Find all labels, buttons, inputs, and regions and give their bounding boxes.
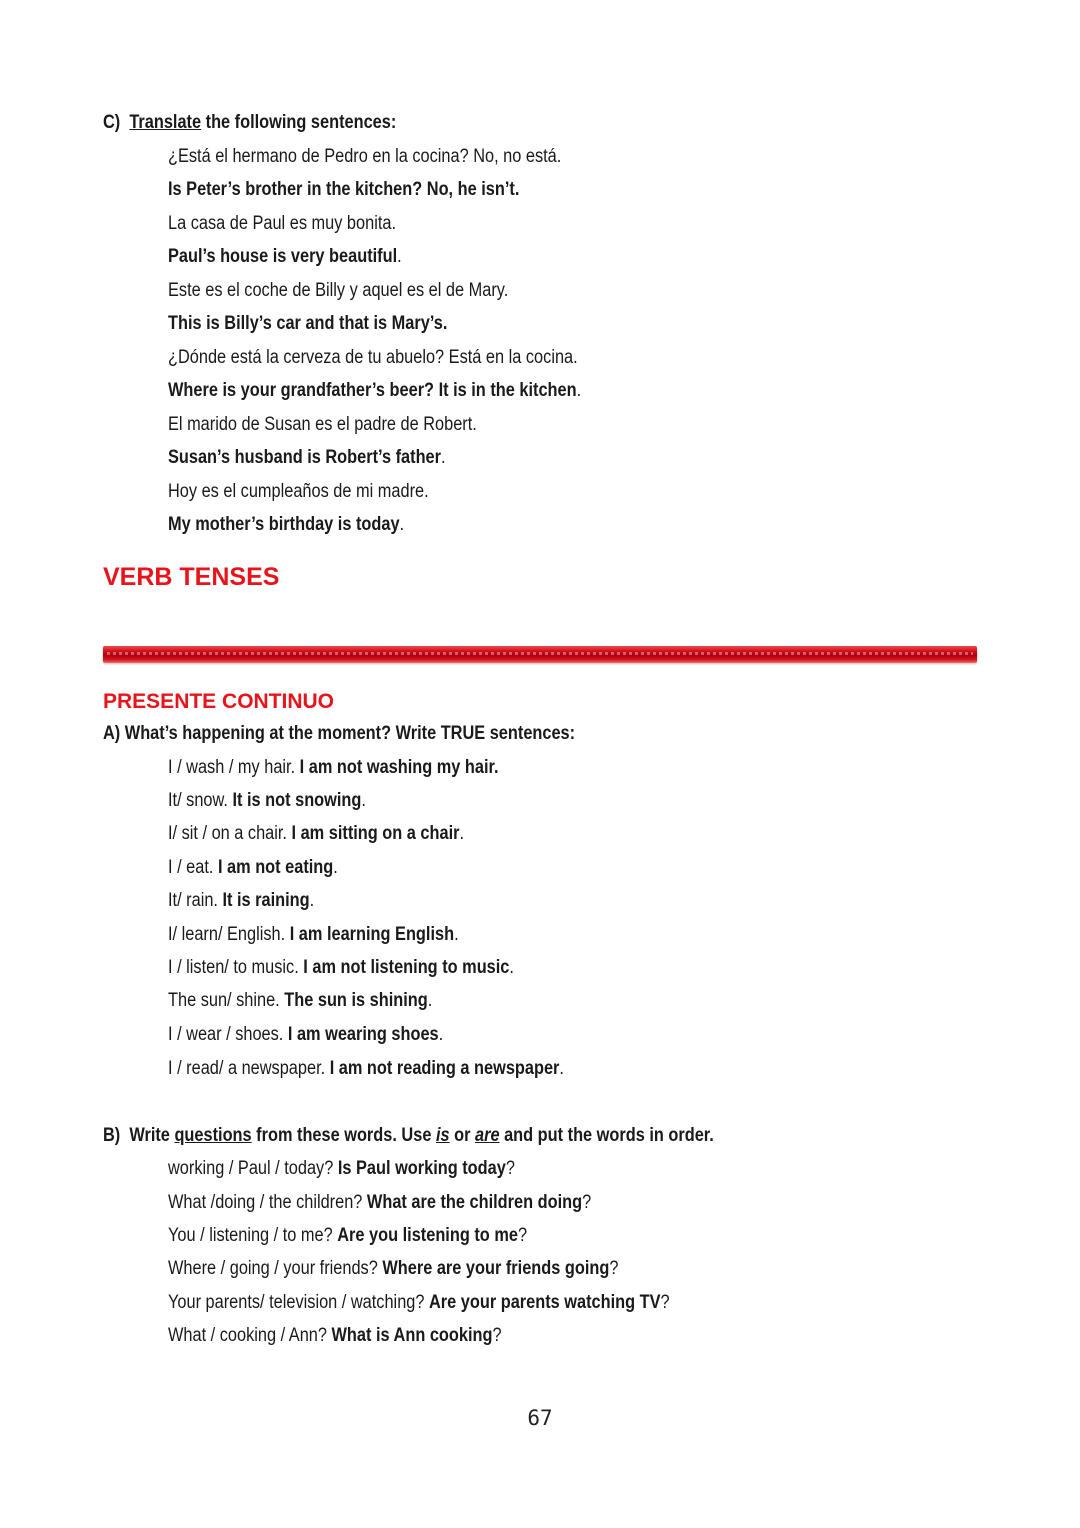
item-answer: Where are your friends going: [382, 1258, 610, 1279]
section-b-is: is: [435, 1125, 450, 1146]
spanish-sentence: ¿Dónde está la cerveza de tu abuelo? Está en la cocina.: [168, 347, 578, 368]
item-answer: I am not reading a newspaper: [329, 1058, 560, 1079]
section-b-heading: [103, 1124, 714, 1148]
spanish-sentence: ¿Está el hermano de Pedro en la cocina? No, no está.: [168, 146, 562, 167]
item-end: ?: [505, 1158, 515, 1179]
item-prompt: I / listen/ to music.: [168, 957, 304, 978]
exercise-item: [168, 789, 366, 813]
item-end: ?: [492, 1325, 502, 1346]
section-b-text: from these words. Use: [256, 1125, 432, 1146]
exercise-item: [168, 1057, 564, 1081]
item-prompt: I / wash / my hair.: [168, 757, 300, 778]
translation-text: This is Billy’s car and that is Mary’s.: [168, 313, 448, 334]
translation-text: My mother’s birthday is today: [168, 514, 400, 535]
section-b-text: and put the words in order.: [504, 1125, 714, 1146]
item-answer: I am wearing shoes: [287, 1024, 439, 1045]
item-end: .: [427, 990, 433, 1011]
item-answer: I am not listening to music: [303, 957, 510, 978]
item-end: .: [509, 957, 514, 978]
item-prompt: The sun/ shine.: [168, 990, 285, 1011]
item-answer: I am learning English: [289, 924, 455, 945]
item-answer: I am not washing my hair.: [299, 757, 499, 778]
translation-end: .: [397, 246, 402, 267]
english-translation: [168, 446, 446, 470]
section-b-text: or: [454, 1125, 471, 1146]
question-item: [168, 1324, 502, 1348]
item-answer: It is not snowing: [232, 790, 362, 811]
item-answer: Is Paul working today: [337, 1158, 506, 1179]
spanish-sentence: La casa de Paul es muy bonita.: [168, 213, 396, 234]
spanish-sentence: El marido de Susan es el padre de Robert.: [168, 414, 477, 435]
presente-continuo-title: PRESENTE CONTINUO: [103, 690, 335, 713]
exercise-item: [168, 989, 432, 1013]
exercise-item: [168, 889, 314, 913]
item-prompt: I / wear / shoes.: [168, 1024, 288, 1045]
translation-text: Susan’s husband is Robert’s father: [168, 447, 441, 468]
section-b-label: B): [103, 1125, 121, 1146]
item-prompt: What / cooking / Ann?: [168, 1325, 332, 1346]
translation-text: Is Peter’s brother in the kitchen? No, he isn’t.: [168, 179, 520, 200]
question-item: [168, 1157, 515, 1181]
verb-tenses-title: VERB TENSES: [103, 563, 280, 591]
translation-end: .: [440, 447, 446, 468]
item-end: .: [361, 790, 366, 811]
section-c-instruction: the following sentences:: [205, 112, 397, 133]
item-prompt: Your parents/ television / watching?: [168, 1292, 429, 1313]
section-b-keyword: questions: [174, 1125, 252, 1146]
translation-text: Where is your grandfather’s beer? It is in the kitchen: [168, 380, 577, 401]
item-end: .: [559, 1058, 564, 1079]
english-translation: [168, 379, 581, 403]
section-a-heading: A) What’s happening at the moment? Write TRUE sentences:: [103, 723, 576, 744]
section-c-label: C): [103, 112, 121, 133]
item-end: .: [454, 924, 459, 945]
exercise-item: [168, 1023, 443, 1047]
item-end: .: [309, 890, 315, 911]
item-answer: Are you listening to me: [337, 1225, 518, 1246]
question-item: [168, 1191, 591, 1215]
translation-end: .: [399, 514, 405, 535]
page-number: 67: [527, 1406, 553, 1430]
item-end: ?: [660, 1292, 670, 1313]
exercise-item: [168, 756, 499, 780]
item-answer: I am sitting on a chair: [291, 823, 460, 844]
item-prompt: It/ snow.: [168, 790, 233, 811]
english-translation: [168, 245, 402, 269]
item-answer: Are your parents watching TV: [428, 1292, 661, 1313]
item-prompt: I/ sit / on a chair.: [168, 823, 292, 844]
item-prompt: working / Paul / today?: [168, 1158, 338, 1179]
item-answer: The sun is shining: [284, 990, 428, 1011]
item-prompt: It/ rain.: [168, 890, 223, 911]
translation-text: Paul’s house is very beautiful: [168, 246, 398, 267]
item-answer: What are the children doing: [366, 1192, 583, 1213]
item-end: .: [333, 857, 338, 878]
english-translation: [168, 178, 519, 202]
item-prompt: What /doing / the children?: [168, 1192, 367, 1213]
exercise-item: [168, 956, 514, 980]
section-c-heading: [103, 111, 396, 135]
section-b-are: are: [475, 1125, 500, 1146]
item-prompt: You / listening / to me?: [168, 1225, 338, 1246]
item-answer: What is Ann cooking: [331, 1325, 493, 1346]
red-divider: [103, 646, 977, 663]
item-answer: It is raining: [222, 890, 310, 911]
item-prompt: I / eat.: [168, 857, 218, 878]
section-b-text: Write: [129, 1125, 170, 1146]
item-prompt: I/ learn/ English.: [168, 924, 290, 945]
spanish-sentence: Hoy es el cumpleaños de mi madre.: [168, 481, 429, 502]
item-end: ?: [609, 1258, 619, 1279]
question-item: [168, 1257, 618, 1281]
item-prompt: I / read/ a newspaper.: [168, 1058, 330, 1079]
exercise-item: [168, 923, 459, 947]
question-item: [168, 1224, 527, 1248]
english-translation: [168, 513, 404, 537]
item-answer: I am not eating: [217, 857, 334, 878]
translation-end: .: [576, 380, 582, 401]
exercise-item: [168, 856, 338, 880]
item-prompt: Where / going / your friends?: [168, 1258, 383, 1279]
exercise-item: [168, 822, 464, 846]
question-item: [168, 1291, 670, 1315]
item-end: .: [438, 1024, 444, 1045]
english-translation: [168, 312, 447, 336]
item-end: .: [459, 823, 465, 844]
item-end: ?: [517, 1225, 528, 1246]
section-c-keyword: Translate: [129, 112, 202, 133]
spanish-sentence: Este es el coche de Billy y aquel es el de Mary.: [168, 280, 509, 301]
item-end: ?: [582, 1192, 592, 1213]
